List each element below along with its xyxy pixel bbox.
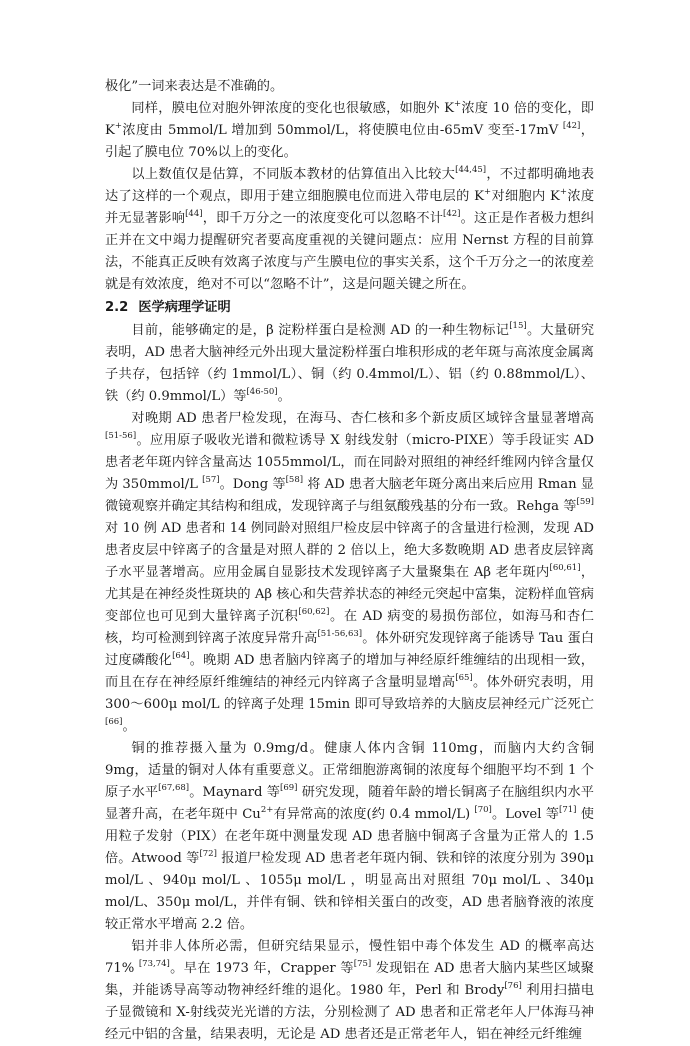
text-run: 浓度并无显著影响 [105,189,595,226]
section-number: 2.2 [105,300,129,315]
superscript: [59] [576,497,594,507]
text-run: 浓度 10 倍的变化，即 K [105,101,594,138]
text-run: 极化”一词来表达是不准确的。 [105,79,284,94]
text-run: 。Lovel 等 [491,807,560,822]
superscript: [42] [562,121,581,131]
superscript: + [454,99,462,109]
text-run: 对 10 例 AD 患者和 14 例同龄对照组尸检皮层中锌离子的含量进行检测，发现 AD 患者皮层中锌离子的含量是对照人群的 2 倍以上，绝大多数晚期 AD 患者皮层锌离子水平显著增高。应用金属自显影技术发现锌离子大量聚集在 Aβ 老年斑内 [105,521,594,580]
paragraph [105,408,594,738]
text-run: 铝并非人体所必需，但研究结果显示，慢性铝中毒个体发生 AD 的概率高达 71% [105,939,594,976]
superscript: + [484,187,492,197]
text-run: 。在 AD 病变的易损伤部位，如海马和杏仁核，均可检测到锌离子浓度异常升高 [105,609,594,646]
superscript: [51-56] [105,431,137,441]
superscript: [57] [202,475,220,485]
superscript: [58] [285,475,304,485]
superscript: [70] [474,805,492,815]
text-run: 对晚期 AD 患者尸检发现，在海马、杏仁核和多个新皮质区域锌含量显著增高 [131,411,594,426]
superscript: 2+ [260,805,274,815]
text-run: 。体外研究发现锌离子能诱导 Tau 蛋白过度磷酸化 [105,631,595,668]
superscript: [71] [559,805,577,815]
section-heading [105,297,594,319]
section-title: 医学病理学证明 [138,300,231,315]
text-run: 。Maynard 等 [189,785,281,800]
superscript: + [114,121,122,131]
text-run: 研究发现，随着年龄的增长铜离子在脑组织内水平显著升高，在老年斑中 Cu [105,785,594,822]
text-run: 浓度由 5mmol/L 增加到 50mmol/L，将使膜电位由-65mV 变至-17mV [121,123,563,138]
body-text-after-heading [105,320,594,1046]
superscript: [69] [280,783,298,793]
superscript: [60,61] [549,563,581,573]
superscript: [66] [105,717,123,727]
paragraph [105,76,594,98]
superscript: [72] [199,849,217,859]
text-run: 。Dong 等 [219,477,286,492]
text-run: 。体外研究表明，用 300～600μ mol/L 的锌离子处理 15min 即可导致培养的大脑皮层神经元广泛死亡 [105,675,595,712]
superscript: [76] [504,981,522,991]
text-run: 报道尸检发现 AD 患者老年斑内铜、铁和锌的浓度分别为 390μ mol/L 、940μ mol/L 、1055μ mol/L ，明显高出对照组 70μ mol/L 、340μ mol/L、350μ mol/L，并伴有铜、铁和锌相关蛋白的改变，AD 患者脑脊液的浓度较正常水平增高 2.2 倍。 [105,851,594,932]
superscript: [65] [455,673,473,683]
text-run: 使用粒子发射（PIX）在老年斑中测量发现 AD 患者脑中铜离子含量为正常人的 1.5 倍。Atwood 等 [105,807,594,866]
text-run: 。应用原子吸收光谱和微粒诱导 X 射线发射（micro-PIXE）等手段证实 AD 患者老年斑内锌含量高达 1055mmol/L，而在同龄对照组的神经纤维网内锌含量仅为 350mmol/L [105,433,594,492]
text-run: 发现铝在 AD 患者大脑内某些区域聚集，并能诱导高等动物神经纤维的退化。1980 年，Perl 和 Brody [105,961,594,998]
text-run: 铜的推荐摄入量为 0.9mg/d。健康人体内含铜 110mg，而脑内大约含铜 9mg，适量的铜对人体有重要意义。正常细胞游离铜的浓度每个细胞平均不到 1 个原子水平 [105,741,594,800]
superscript: + [559,187,567,197]
superscript: [60,62] [298,607,330,617]
superscript: [75] [353,959,372,969]
superscript: [46-50] [246,387,278,397]
paragraph [105,320,594,408]
superscript: [51-56,63] [317,629,363,639]
text-run: ，引起了膜电位 70%以上的变化。 [105,123,594,160]
paragraph [105,936,594,1046]
superscript: [67,68] [158,783,190,793]
text-run: 同样，膜电位对胞外钾浓度的变化也很敏感，如胞外 K [131,101,455,116]
superscript: [44] [185,209,203,219]
paragraph [105,98,594,164]
text-run: 。晚期 AD 患者脑内锌离子的增加与神经原纤维缠结的出现相一致，而且在存在神经原纤维缠结的神经元内锌离子含量明显增高 [105,653,594,690]
text-run: 有异常高的浓度(约 0.4 mmol/L) [273,807,475,822]
text-run: 以上数值仅是估算，不同版本教材的估算值出入比较大 [131,167,456,182]
paragraph [105,738,594,936]
text-run: ，不过都明确地表达了这样的一个观点，即用于建立细胞膜电位而进入带电层的 K [105,167,595,204]
superscript: [42] [443,209,461,219]
superscript: [44,45] [455,165,487,175]
text-run: 。大量研究表明，AD 患者大脑神经元外出现大量淀粉样蛋白堆积形成的老年斑与高浓度金属离子共存，包括锌（约 1mmol/L）、铜（约 0.4mmol/L）、铝（约 0.88mmol/L）、铁（约 0.9mmol/L）等 [105,323,595,404]
text-run: 。这正是作者极力想纠正并在文中竭力提醒研究者要高度重视的关键问题点：应用 Nernst 方程的目前算法，不能真正反映有效离子浓度与产生膜电位的事实关系，这个千万分之一的浓度差就是有效浓度，绝对不可以“忽略不计”，这是问题关键之所在。 [105,211,595,292]
text-run: 利用扫描电子显微镜和 X-射线荧光光谱的方法，分别检测了 AD 患者和正常老年人尸体海马神经元中铝的含量，结果表明，无论是 AD 患者还是正常老年人，铝在神经元纤维缠 [105,983,594,1042]
paragraph [105,164,594,296]
text-run: 将 AD 患者大脑老年斑分离出来后应用 Rman 显微镜观察并确定其结构和组成，发现锌离子与组氨酸残基的分布一致。Rehga 等 [105,477,594,514]
text-run: 。早在 1973 年，Crapper 等 [169,961,354,976]
text-run: 对细胞内 K [491,189,560,204]
superscript: [64] [172,651,190,661]
text-run: ，即千万分之一的浓度变化可以忽略不计 [202,211,444,226]
text-run: 。 [122,719,136,734]
superscript: [15] [509,321,527,331]
text-run: 目前，能够确定的是，β 淀粉样蛋白是检测 AD 的一种生物标记 [131,323,510,338]
text-run: 。 [277,389,291,404]
superscript: [73,74] [138,959,170,969]
text-run: ，尤其是在神经炎性斑块的 Aβ 核心和失营养状态的神经元突起中富集，淀粉样血管病变部位也可见到大量锌离子沉积 [105,565,595,624]
body-text-before-heading [105,76,594,296]
